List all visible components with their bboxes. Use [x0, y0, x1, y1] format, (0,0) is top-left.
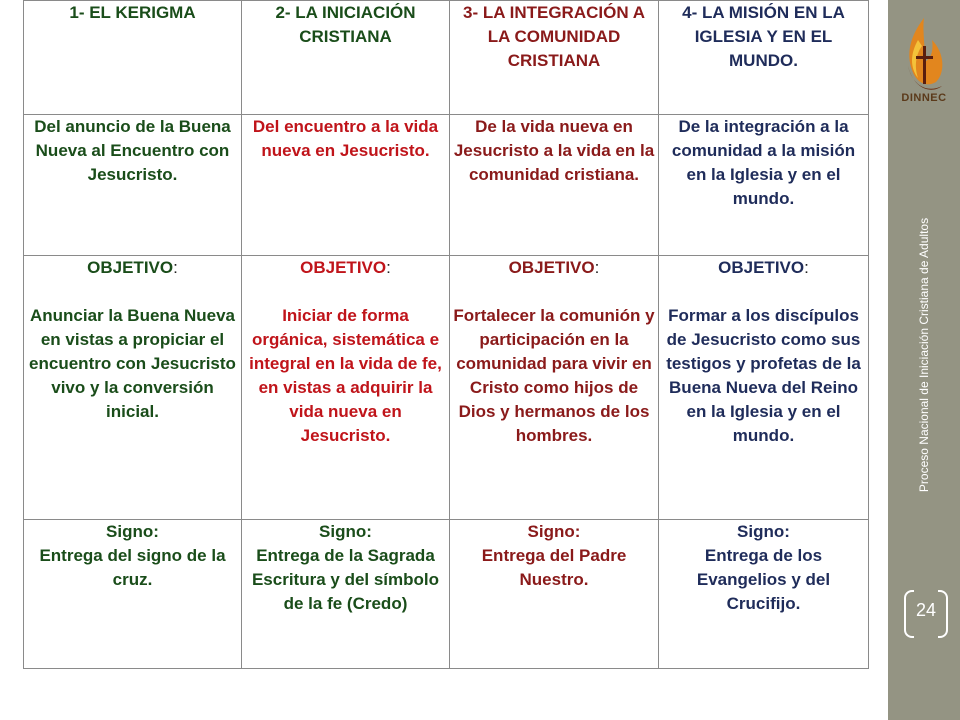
objective-text: Formar a los discípulos de Jesucristo como sus testigos y profetas de la Buena Nueva del Reino en la Iglesia y en el mundo. — [666, 306, 861, 445]
objective-label-text: OBJETIVO — [87, 258, 174, 277]
objective-cell-mision — [659, 256, 869, 520]
sign-text: Entrega de la Sagrada Escritura y del símbolo de la fe (Credo) — [251, 546, 440, 613]
sign-cell-integracion — [450, 520, 659, 669]
sign-cell-iniciacion — [242, 520, 450, 669]
objective-label-text: OBJETIVO — [508, 258, 595, 277]
objective-text: Anunciar la Buena Nueva en vistas a propiciar el encuentro con Jesucristo vivo y la conversión inicial. — [29, 306, 236, 421]
header-cell-mision: 4- LA MISIÓN EN LA IGLESIA Y EN EL MUNDO. — [659, 1, 869, 115]
sign-label: Signo: — [319, 522, 372, 541]
header-cell-iniciacion: 2- LA INICIACIÓN CRISTIANA — [242, 1, 450, 115]
sign-text: Entrega de los Evangelios y del Crucifijo. — [696, 546, 831, 613]
theme-row — [24, 115, 869, 256]
header-row — [24, 1, 869, 115]
sign-row — [24, 520, 869, 669]
sign-label: Signo: — [527, 522, 581, 541]
stages-table — [23, 0, 869, 669]
objective-text: Fortalecer la comunión y participación en la comunidad para vivir en Cristo como hijos de Dios y hermanos de los hombres. — [453, 306, 655, 445]
objective-label: OBJETIVO: — [300, 258, 391, 277]
header-cell-kerigma: 1- EL KERIGMA — [24, 1, 242, 115]
sign-text: Entrega del Padre Nuestro. — [481, 546, 627, 589]
dinnec-logo-text: DINNEC — [901, 92, 947, 104]
dinnec-flame-cross-logo — [896, 10, 952, 122]
objective-label-text: OBJETIVO — [300, 258, 387, 277]
vertical-title — [904, 190, 944, 520]
objective-label: OBJETIVO: — [87, 258, 178, 277]
theme-cell-integracion: De la vida nueva en Jesucristo a la vida en la comunidad cristiana. — [450, 115, 659, 256]
page-number-badge — [904, 588, 948, 638]
header-cell-integracion: 3- LA INTEGRACIÓN A LA COMUNIDAD CRISTIANA — [450, 1, 659, 115]
objective-cell-kerigma — [24, 256, 242, 520]
sign-cell-kerigma — [24, 520, 242, 669]
sign-label: Signo: — [106, 522, 159, 541]
theme-cell-iniciacion: Del encuentro a la vida nueva en Jesucristo. — [242, 115, 450, 256]
objective-label: OBJETIVO: — [508, 258, 600, 277]
page-number: 24 — [915, 600, 937, 620]
vertical-title-text: Proceso Nacional de Iniciación Cristiana de Adultos — [917, 217, 931, 493]
objective-text: Iniciar de forma orgánica, sistemática e integral en la vida de fe, en vistas a adquirir la vida nueva en Jesucristo. — [249, 306, 442, 445]
objective-label: OBJETIVO: — [718, 258, 809, 277]
sign-label: Signo: — [737, 522, 790, 541]
objective-label-text: OBJETIVO — [718, 258, 805, 277]
objective-cell-integracion — [450, 256, 659, 520]
theme-cell-kerigma: Del anuncio de la Buena Nueva al Encuentro con Jesucristo. — [24, 115, 242, 256]
theme-cell-mision: De la integración a la comunidad a la misión en la Iglesia y en el mundo. — [659, 115, 869, 256]
sign-cell-mision — [659, 520, 869, 669]
objective-row — [24, 256, 869, 520]
sign-text: Entrega del signo de la cruz. — [39, 546, 226, 589]
objective-cell-iniciacion — [242, 256, 450, 520]
